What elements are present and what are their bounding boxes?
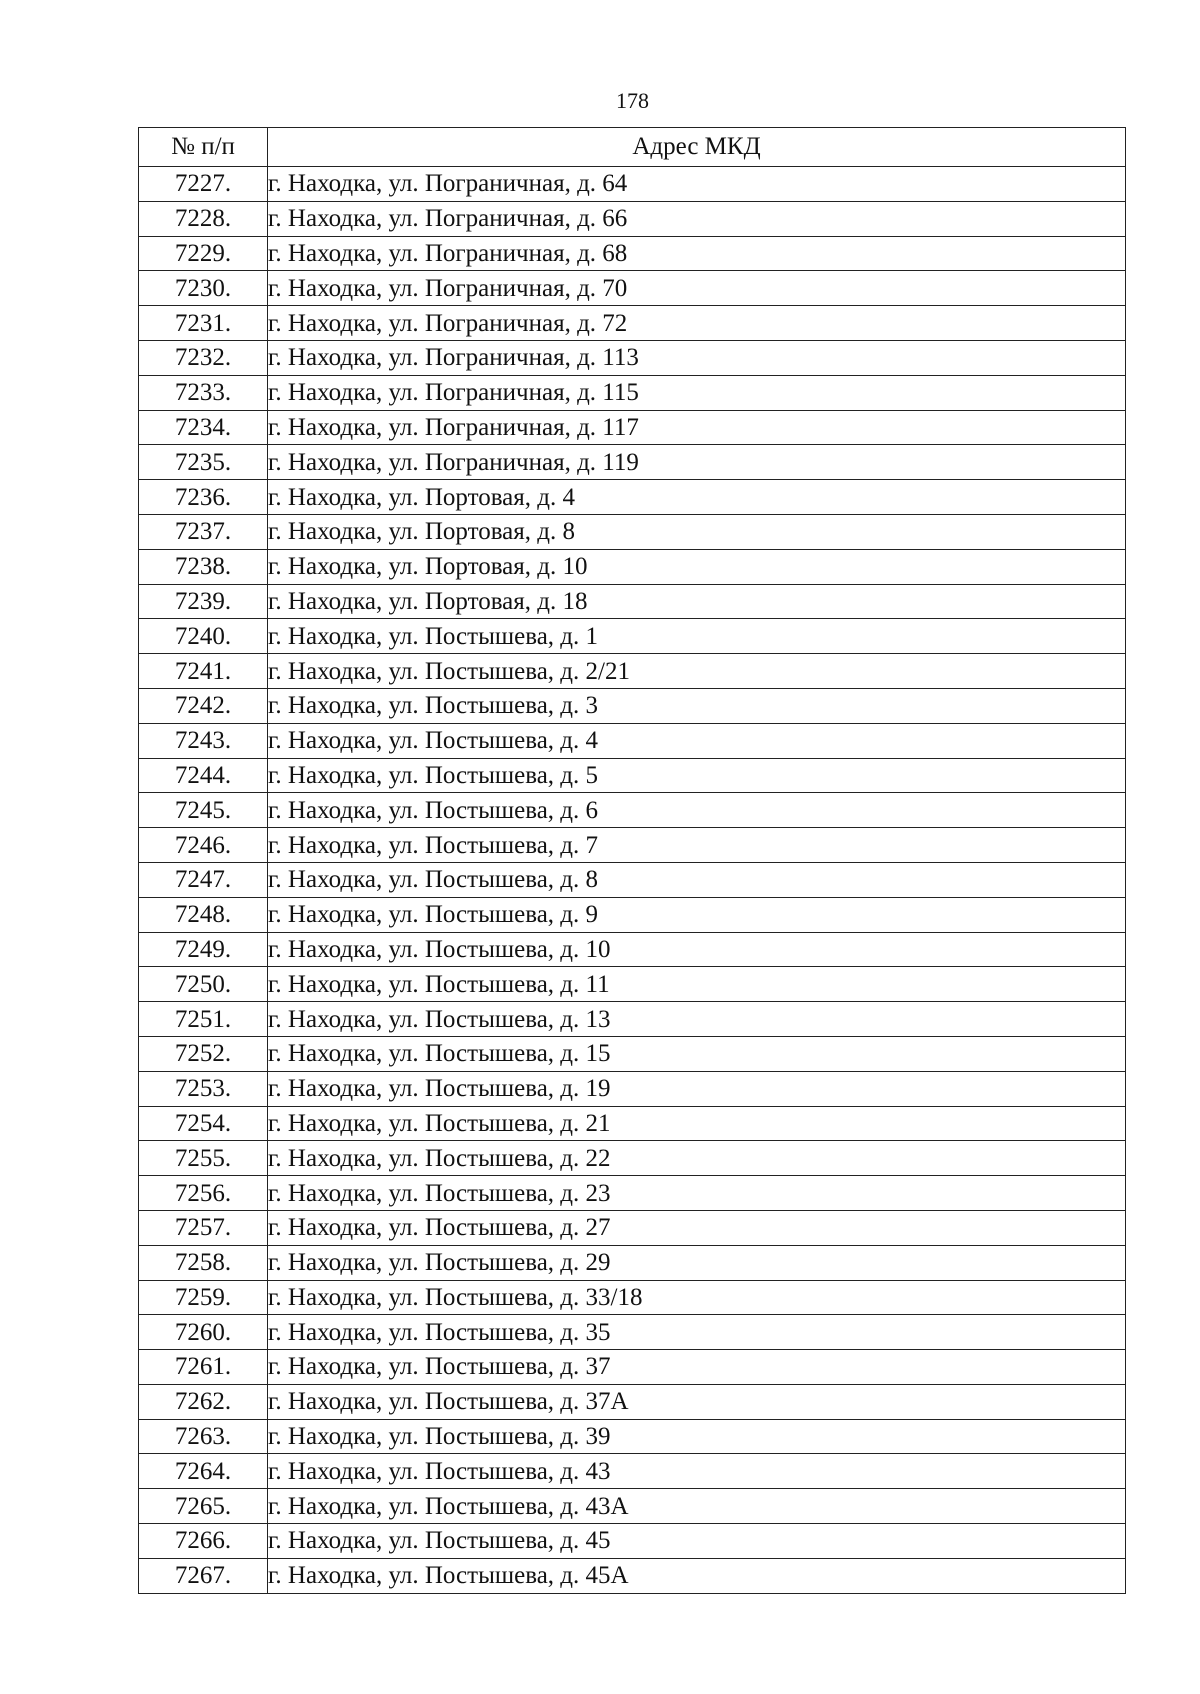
table-row [139, 1210, 1126, 1245]
table-row [139, 862, 1126, 897]
table-row [139, 1036, 1126, 1071]
row-address: г. Находка, ул. Постышева, д. 43 [268, 1454, 1126, 1489]
row-address: г. Находка, ул. Постышева, д. 33/18 [268, 1280, 1126, 1315]
row-address: г. Находка, ул. Постышева, д. 2/21 [268, 654, 1126, 689]
row-address: г. Находка, ул. Постышева, д. 45 [268, 1524, 1126, 1559]
table-row [139, 688, 1126, 723]
row-address: г. Находка, ул. Постышева, д. 10 [268, 932, 1126, 967]
header-row [139, 128, 1126, 167]
row-address: г. Находка, ул. Постышева, д. 27 [268, 1210, 1126, 1245]
table-row [139, 1280, 1126, 1315]
row-address: г. Находка, ул. Постышева, д. 4 [268, 723, 1126, 758]
row-address: г. Находка, ул. Постышева, д. 45А [268, 1558, 1126, 1593]
table-row [139, 1350, 1126, 1385]
row-number: 7249. [139, 932, 268, 967]
table-row [139, 410, 1126, 445]
table-row [139, 723, 1126, 758]
row-number: 7246. [139, 828, 268, 863]
row-number: 7259. [139, 1280, 268, 1315]
row-address: г. Находка, ул. Постышева, д. 37А [268, 1384, 1126, 1419]
row-number: 7264. [139, 1454, 268, 1489]
row-address: г. Находка, ул. Пограничная, д. 115 [268, 375, 1126, 410]
row-number: 7232. [139, 340, 268, 375]
row-number: 7261. [139, 1350, 268, 1385]
row-number: 7235. [139, 445, 268, 480]
row-address: г. Находка, ул. Пограничная, д. 72 [268, 306, 1126, 341]
table-row [139, 1419, 1126, 1454]
row-address: г. Находка, ул. Пограничная, д. 68 [268, 236, 1126, 271]
table-row [139, 1454, 1126, 1489]
row-number: 7254. [139, 1106, 268, 1141]
row-number: 7228. [139, 201, 268, 236]
table-header [139, 128, 1126, 167]
row-address: г. Находка, ул. Постышева, д. 22 [268, 1141, 1126, 1176]
table-row [139, 549, 1126, 584]
table-row [139, 375, 1126, 410]
row-address: г. Находка, ул. Пограничная, д. 117 [268, 410, 1126, 445]
table-row [139, 445, 1126, 480]
table-row [139, 793, 1126, 828]
table-row [139, 1176, 1126, 1211]
row-address: г. Находка, ул. Постышева, д. 29 [268, 1245, 1126, 1280]
page-number: 178 [616, 88, 649, 113]
table-row [139, 1315, 1126, 1350]
row-address: г. Находка, ул. Постышева, д. 9 [268, 897, 1126, 932]
row-number: 7229. [139, 236, 268, 271]
table-row [139, 932, 1126, 967]
table-row [139, 1106, 1126, 1141]
row-number: 7238. [139, 549, 268, 584]
row-number: 7247. [139, 862, 268, 897]
row-number: 7265. [139, 1489, 268, 1524]
table-row [139, 340, 1126, 375]
table-row [139, 967, 1126, 1002]
table-row [139, 201, 1126, 236]
address-table [138, 127, 1126, 1594]
row-number: 7253. [139, 1071, 268, 1106]
table-row [139, 758, 1126, 793]
row-number: 7236. [139, 480, 268, 515]
row-number: 7263. [139, 1419, 268, 1454]
row-address: г. Находка, ул. Постышева, д. 7 [268, 828, 1126, 863]
row-address: г. Находка, ул. Постышева, д. 1 [268, 619, 1126, 654]
header-number: № п/п [139, 128, 268, 167]
row-number: 7233. [139, 375, 268, 410]
header-address: Адрес МКД [268, 128, 1126, 167]
table-row [139, 654, 1126, 689]
table-row [139, 1384, 1126, 1419]
table-row [139, 306, 1126, 341]
table-row [139, 1141, 1126, 1176]
table-row [139, 514, 1126, 549]
row-number: 7257. [139, 1210, 268, 1245]
row-address: г. Находка, ул. Пограничная, д. 66 [268, 201, 1126, 236]
row-address: г. Находка, ул. Портовая, д. 8 [268, 514, 1126, 549]
row-number: 7244. [139, 758, 268, 793]
row-address: г. Находка, ул. Постышева, д. 8 [268, 862, 1126, 897]
row-number: 7234. [139, 410, 268, 445]
row-number: 7242. [139, 688, 268, 723]
table-row [139, 1002, 1126, 1037]
table-row [139, 1558, 1126, 1593]
row-address: г. Находка, ул. Портовая, д. 4 [268, 480, 1126, 515]
row-number: 7240. [139, 619, 268, 654]
row-address: г. Находка, ул. Постышева, д. 6 [268, 793, 1126, 828]
table-row [139, 584, 1126, 619]
row-address: г. Находка, ул. Постышева, д. 3 [268, 688, 1126, 723]
row-address: г. Находка, ул. Пограничная, д. 64 [268, 167, 1126, 202]
row-number: 7260. [139, 1315, 268, 1350]
table-row [139, 619, 1126, 654]
table-row [139, 1071, 1126, 1106]
table-row [139, 897, 1126, 932]
row-number: 7241. [139, 654, 268, 689]
row-address: г. Находка, ул. Постышева, д. 37 [268, 1350, 1126, 1385]
row-address: г. Находка, ул. Постышева, д. 19 [268, 1071, 1126, 1106]
row-address: г. Находка, ул. Портовая, д. 18 [268, 584, 1126, 619]
row-number: 7252. [139, 1036, 268, 1071]
row-address: г. Находка, ул. Постышева, д. 21 [268, 1106, 1126, 1141]
row-address: г. Находка, ул. Постышева, д. 43А [268, 1489, 1126, 1524]
table-row [139, 480, 1126, 515]
row-number: 7248. [139, 897, 268, 932]
row-address: г. Находка, ул. Постышева, д. 15 [268, 1036, 1126, 1071]
row-address: г. Находка, ул. Постышева, д. 5 [268, 758, 1126, 793]
row-number: 7255. [139, 1141, 268, 1176]
row-address: г. Находка, ул. Пограничная, д. 113 [268, 340, 1126, 375]
row-address: г. Находка, ул. Пограничная, д. 70 [268, 271, 1126, 306]
row-number: 7231. [139, 306, 268, 341]
table-row [139, 271, 1126, 306]
row-address: г. Находка, ул. Пограничная, д. 119 [268, 445, 1126, 480]
row-address: г. Находка, ул. Постышева, д. 39 [268, 1419, 1126, 1454]
row-number: 7239. [139, 584, 268, 619]
row-number: 7267. [139, 1558, 268, 1593]
row-address: г. Находка, ул. Постышева, д. 35 [268, 1315, 1126, 1350]
row-number: 7245. [139, 793, 268, 828]
row-number: 7237. [139, 514, 268, 549]
table-row [139, 167, 1126, 202]
table-row [139, 236, 1126, 271]
row-number: 7256. [139, 1176, 268, 1211]
row-address: г. Находка, ул. Портовая, д. 10 [268, 549, 1126, 584]
table-body [139, 167, 1126, 1594]
row-number: 7258. [139, 1245, 268, 1280]
table-row [139, 1489, 1126, 1524]
row-number: 7262. [139, 1384, 268, 1419]
row-number: 7227. [139, 167, 268, 202]
row-number: 7250. [139, 967, 268, 1002]
row-number: 7266. [139, 1524, 268, 1559]
row-address: г. Находка, ул. Постышева, д. 11 [268, 967, 1126, 1002]
row-address: г. Находка, ул. Постышева, д. 23 [268, 1176, 1126, 1211]
row-address: г. Находка, ул. Постышева, д. 13 [268, 1002, 1126, 1037]
row-number: 7230. [139, 271, 268, 306]
table-row [139, 1524, 1126, 1559]
table-row [139, 828, 1126, 863]
row-number: 7243. [139, 723, 268, 758]
table-row [139, 1245, 1126, 1280]
row-number: 7251. [139, 1002, 268, 1037]
